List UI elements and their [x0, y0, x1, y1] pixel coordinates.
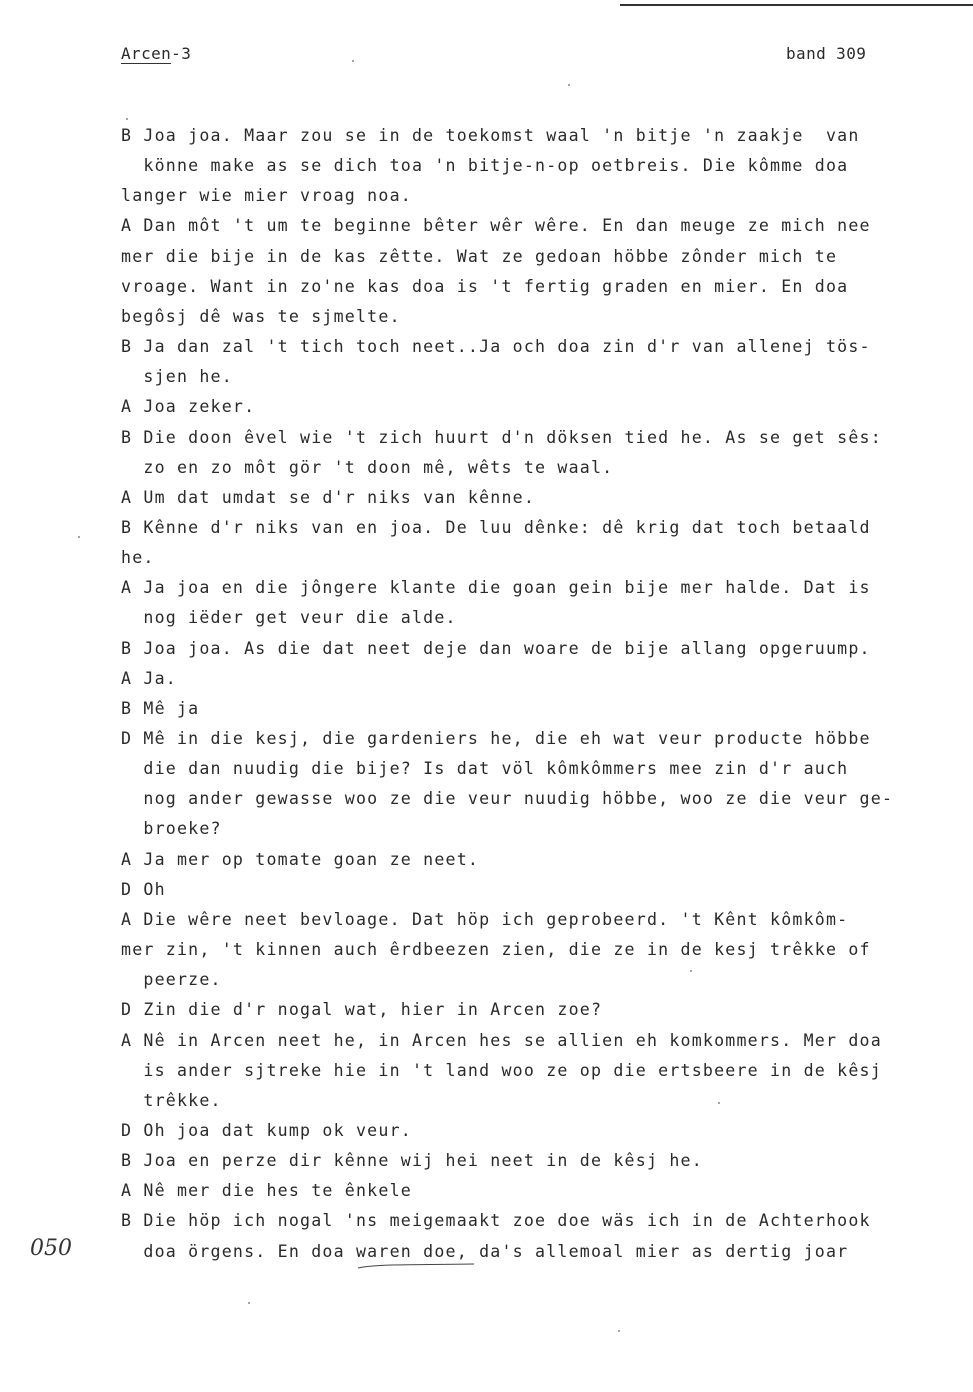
transcript-line: mer zin, 't kinnen auch êrdbeezen zien, die ze in de kesj trêkke of: [121, 940, 871, 960]
transcript-line: mer die bije in de kas zêtte. Wat ze gedoan höbbe zônder mich te: [121, 246, 838, 266]
transcript-line: nog iëder get veur die alde.: [121, 608, 457, 628]
transcript-line: B Joa joa. Maar zou se in de toekomst waal 'n bitje 'n zaakje van: [121, 126, 860, 145]
transcript-line: könne make as se dich toa 'n bitje-n-op oetbreis. Die kômme doa: [121, 156, 849, 176]
transcript-line: D Zin die d'r nogal wat, hier in Arcen zoe?: [121, 1000, 603, 1020]
transcript-line: zo en zo môt gör 't doon mê, wêts te waal.: [121, 457, 614, 477]
transcript-line: A Ja.: [121, 668, 177, 688]
transcript-line: die dan nuudig die bije? Is dat völ kômkômmers mee zin d'r auch: [121, 759, 849, 779]
handwritten-underline-mark: [356, 1262, 476, 1270]
transcript-line: vroage. Want in zo'ne kas doa is 't fertig graden en mier. En doa: [121, 276, 849, 296]
transcript-line: D Oh joa dat kump ok veur.: [121, 1120, 412, 1140]
transcript-line: B Joa joa. As die dat neet deje dan woare de bije allang opgeruump.: [121, 638, 871, 658]
transcript-line: is ander sjtreke hie in 't land woo ze op die ertsbeere in de kêsj: [121, 1060, 882, 1080]
transcript-line: A Joa zeker.: [121, 397, 256, 417]
top-rule: [620, 4, 973, 6]
transcript-line: A Nê mer die hes te ênkele: [121, 1181, 412, 1201]
transcript-line: D Mê in die kesj, die gardeniers he, die eh wat veur producte höbbe: [121, 729, 871, 748]
transcript-line: langer wie mier vroag noa.: [121, 186, 412, 206]
transcript-line: B Ja dan zal 't tich toch neet..Ja och doa zin d'r van allenej tös-: [121, 337, 871, 357]
transcript-line: B Die höp ich nogal 'ns meigemaakt zoe doe wäs ich in de Achterhook: [121, 1211, 871, 1231]
transcript-line: D Oh: [121, 879, 166, 899]
transcript-line: A Dan môt 't um te beginne bêter wêr wêre. En dan meuge ze mich nee: [121, 216, 871, 236]
transcript-line: A Ja joa en die jôngere klante die goan gein bije mer halde. Dat is: [121, 578, 871, 598]
transcript-line: B Kênne d'r niks van en joa. De luu dênke: dê krig dat toch betaald: [121, 517, 871, 537]
margin-handwritten-note: 050: [30, 1236, 72, 1261]
page-header-left: [121, 44, 191, 63]
transcript-line: broeke?: [121, 819, 222, 839]
transcript-line: begôsj dê was te sjmelte.: [121, 306, 401, 326]
transcript-line: sjen he.: [121, 367, 233, 387]
transcript-line: B Die doon êvel wie 't zich huurt d'n döksen tied he. As se get sês:: [121, 427, 882, 447]
transcript-line: trêkke.: [121, 1090, 222, 1110]
transcript-line: A Um dat umdat se d'r niks van kênne.: [121, 487, 536, 507]
transcript-line: A Die wêre neet bevloage. Dat höp ich geprobeerd. 't Kênt kômkôm-: [121, 909, 849, 929]
page-header-right: band 309: [786, 44, 867, 63]
transcript-line: nog ander gewasse woo ze die veur nuudig höbbe, woo ze die veur ge-: [121, 789, 894, 809]
transcript-line: he.: [121, 548, 155, 568]
transcript-line: peerze.: [121, 970, 222, 990]
transcript-line: doa örgens. En doa waren doe, da's allemoal mier as dertig joar: [121, 1241, 849, 1261]
header-page-number: -3: [171, 44, 192, 63]
header-place: Arcen: [121, 44, 172, 63]
transcript-line: B Joa en perze dir kênne wij hei neet in de kêsj he.: [121, 1151, 703, 1171]
transcript-line: B Mê ja: [121, 698, 200, 718]
transcript-line: A Nê in Arcen neet he, in Arcen hes se allien eh komkommers. Mer doa: [121, 1030, 882, 1050]
transcript-line: A Ja mer op tomate goan ze neet.: [121, 849, 480, 869]
